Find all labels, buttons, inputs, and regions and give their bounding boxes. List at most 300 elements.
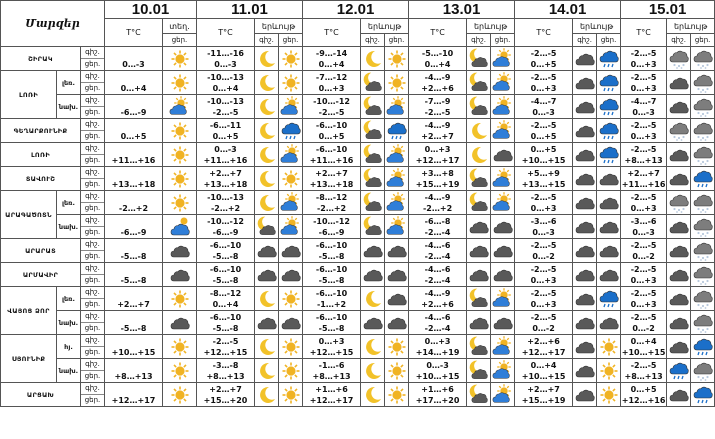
moon-icon [255, 73, 278, 93]
region-name: ԱՐՄԱՎԻՐ [1, 263, 81, 287]
snow-cloud-icon [667, 121, 690, 141]
night-temperature [105, 144, 162, 155]
night-label: գիշ. [81, 143, 104, 155]
night-temperature: -10…-12 [313, 96, 350, 106]
night-label: գիշ. [81, 119, 104, 131]
weather-cell [163, 335, 197, 359]
temperature-cell [303, 287, 361, 311]
weather-cell [667, 119, 691, 143]
night-temperature: -6…-10 [315, 312, 348, 322]
weather-cell [573, 263, 597, 287]
day-temperature: +15…+20 [203, 395, 248, 405]
day-temperature: +12…+16 [621, 395, 666, 405]
night-temperature: +2…+7 [209, 168, 242, 178]
day-temperature: +13…+18 [203, 179, 248, 189]
night-temperature: 0…+3 [424, 144, 451, 154]
region-name: ՏԱՎՈՒՇ [1, 167, 81, 191]
weather-cell [385, 119, 409, 143]
weather-cell [667, 167, 691, 191]
night-label: գիշ. [81, 95, 104, 107]
period-labels [81, 143, 105, 167]
night-subheader: գիշ. [467, 34, 491, 47]
temperature-cell [197, 119, 255, 143]
sun-icon [279, 337, 302, 357]
partly-cloudy-night-icon [361, 217, 384, 237]
night-temperature: 0…+3 [318, 336, 345, 346]
temp-header: T°C [409, 19, 467, 47]
weather-cell [163, 287, 197, 311]
night-temperature: 0…+5 [630, 384, 657, 394]
cloud-icon [163, 313, 196, 333]
weather-cell [597, 311, 621, 335]
day-label: ցեր. [84, 228, 101, 236]
moon-icon [255, 361, 278, 381]
period-labels [81, 287, 105, 311]
weather-cell [279, 263, 303, 287]
night-subheader: գիշ. [361, 34, 385, 47]
night-temperature [105, 168, 162, 179]
temperature-cell [197, 359, 255, 383]
cloud-icon [255, 265, 278, 285]
temperature-cell [197, 167, 255, 191]
day-temperature: 0…-3 [532, 107, 555, 117]
night-temperature: +2…+7 [209, 384, 242, 394]
moon-icon [361, 361, 384, 381]
weather-cell [491, 95, 515, 119]
day-temperature: 0…+4 [120, 83, 147, 93]
weather-cell [467, 71, 491, 95]
night-temperature: -3…-8 [212, 360, 239, 370]
moon-icon [361, 337, 384, 357]
weather-cell [163, 119, 197, 143]
weather-cell [361, 311, 385, 335]
sun-icon [279, 169, 302, 189]
temperature-cell [621, 119, 667, 143]
snow-cloud-icon [691, 73, 714, 93]
day-temperature: -5…-8 [318, 251, 345, 261]
sun-icon [163, 121, 196, 141]
weather-cell [667, 191, 691, 215]
weather-cell [279, 167, 303, 191]
temperature-cell [303, 359, 361, 383]
weather-cell [255, 143, 279, 167]
temp-header: T°C [303, 19, 361, 47]
night-temperature: -2…-5 [212, 336, 239, 346]
night-temperature: -6…-8 [424, 216, 451, 226]
weather-cell [361, 359, 385, 383]
weather-cell [573, 167, 597, 191]
night-temperature: +2…+6 [527, 336, 560, 346]
weather-cell [255, 335, 279, 359]
weather-cell [255, 359, 279, 383]
temperature-cell [409, 71, 467, 95]
weather-cell [667, 311, 691, 335]
weather-cell [491, 335, 515, 359]
temperature-cell [515, 287, 573, 311]
subregion-name: լեռ. [57, 71, 81, 95]
weather-cell [597, 47, 621, 71]
temperature-cell [303, 119, 361, 143]
temperature-cell [409, 311, 467, 335]
temperature-cell [105, 191, 163, 215]
weather-cell [597, 191, 621, 215]
temperature-cell [197, 383, 255, 407]
temperature-cell [515, 383, 573, 407]
night-temperature: -9…-14 [315, 48, 348, 58]
date-header: 11.01 [197, 1, 303, 19]
night-temperature: -2…-5 [630, 312, 657, 322]
moon-icon [255, 49, 278, 69]
day-temperature: 0…+3 [530, 299, 557, 309]
partly-cloudy-night-icon [255, 217, 278, 237]
cloud-icon [385, 241, 408, 261]
day-temperature: +2…+6 [421, 299, 454, 309]
date-header: 14.01 [515, 1, 621, 19]
day-subheader: ցեր. [691, 34, 715, 47]
night-temperature: +2…+7 [315, 168, 348, 178]
day-temperature: -6…-9 [318, 227, 345, 237]
night-temperature: -4…-9 [424, 288, 451, 298]
day-temperature: -2…+2 [118, 203, 149, 213]
day-temperature: -2…+2 [316, 203, 347, 213]
sun-icon [163, 145, 196, 165]
weather-cell [255, 47, 279, 71]
day-temperature: +11…+16 [111, 155, 156, 165]
sun-icon [163, 361, 196, 381]
night-temperature: 0…+5 [530, 144, 557, 154]
night-temperature: -2…-5 [630, 144, 657, 154]
day-temperature: -5…-8 [318, 275, 345, 285]
day-temperature: 0…-3 [632, 227, 655, 237]
region-row [1, 335, 715, 359]
night-label: գիշ. [81, 47, 104, 59]
date-header: 15.01 [621, 1, 715, 19]
night-temperature: -10…-13 [207, 192, 244, 202]
day-temperature: -2…+2 [422, 203, 453, 213]
temperature-cell [303, 335, 361, 359]
day-subheader: ցեր. [163, 34, 197, 47]
weather-cell [491, 47, 515, 71]
day-label: ցեր. [84, 84, 101, 92]
weather-cell [597, 71, 621, 95]
weather-cell [385, 239, 409, 263]
night-temperature: -4…-9 [424, 72, 451, 82]
partly-cloudy-night-icon [361, 97, 384, 117]
day-temperature: 0…+3 [630, 131, 657, 141]
sun-icon [163, 73, 196, 93]
partly-cloudy-day-icon [491, 169, 514, 189]
day-temperature: +12…+15 [203, 347, 248, 357]
night-temperature: -6…-10 [315, 288, 348, 298]
weather-cell [279, 47, 303, 71]
temperature-cell [409, 191, 467, 215]
temperature-cell [621, 143, 667, 167]
region-row [1, 263, 715, 287]
weather-cell [667, 239, 691, 263]
day-temperature: +12…+17 [521, 347, 566, 357]
day-temperature: 0…-2 [532, 251, 555, 261]
region-row [1, 167, 715, 191]
day-temperature: 0…+3 [630, 275, 657, 285]
rain-cloud-icon [667, 361, 690, 381]
night-temperature [105, 120, 162, 131]
snow-cloud-icon [667, 193, 690, 213]
sun-icon [385, 361, 408, 381]
snow-cloud-icon [667, 49, 690, 69]
region-row [1, 311, 715, 335]
night-temperature: -6…-10 [315, 120, 348, 130]
night-temperature: -8…-12 [209, 288, 242, 298]
weather-cell [691, 215, 715, 239]
night-temperature: -4…-9 [424, 120, 451, 130]
weather-cell [491, 143, 515, 167]
temperature-cell [303, 239, 361, 263]
night-temperature: -6…-10 [209, 264, 242, 274]
day-temperature: +11…+16 [203, 155, 248, 165]
weather-cell [361, 143, 385, 167]
snow-cloud-icon [691, 97, 714, 117]
weather-cell [573, 311, 597, 335]
region-row [1, 47, 715, 71]
cloud-icon [667, 385, 690, 405]
night-temperature: -7…-9 [424, 96, 451, 106]
moon-icon [255, 289, 278, 309]
snow-cloud-icon [691, 265, 714, 285]
night-temperature: -8…-12 [315, 192, 348, 202]
cloud-icon [573, 121, 596, 141]
partly-cloudy-night-icon [467, 73, 490, 93]
temperature-cell [409, 287, 467, 311]
sun-icon [385, 49, 408, 69]
night-temperature: -2…-5 [530, 264, 557, 274]
weather-cell [597, 383, 621, 407]
partly-cloudy-day-icon [279, 97, 302, 117]
day-temperature: 0…-2 [632, 251, 655, 261]
day-temperature: 0…+5 [530, 59, 557, 69]
day-temperature: -5…-8 [212, 251, 239, 261]
day-temperature: -5…-8 [120, 323, 147, 333]
weather-cell [573, 191, 597, 215]
day-label: ցեր. [84, 348, 101, 356]
weather-cell [467, 95, 491, 119]
rain-cloud-icon [597, 49, 620, 69]
temperature-cell [197, 287, 255, 311]
weather-cell [163, 143, 197, 167]
night-temperature [105, 72, 162, 83]
partly-cloudy-day-icon [491, 337, 514, 357]
night-label: գիշ. [81, 71, 104, 83]
cloud-icon [597, 169, 620, 189]
weather-cell [361, 95, 385, 119]
weather-cell [573, 359, 597, 383]
partly-cloudy-night-icon [467, 97, 490, 117]
region-name: ՍՅՈՒՆԻՔ [1, 335, 57, 383]
day-temperature: -2…-4 [424, 323, 451, 333]
snow-cloud-icon [691, 193, 714, 213]
moon-icon [467, 121, 490, 141]
temp-header: T°C [515, 19, 573, 47]
cloud-icon [667, 337, 690, 357]
partly-cloudy-night-icon [467, 169, 490, 189]
temperature-cell [515, 119, 573, 143]
night-temperature: -2…-5 [630, 120, 657, 130]
temperature-cell [105, 239, 163, 263]
day-temperature: +17…+20 [415, 395, 460, 405]
day-label: ցեր. [84, 156, 101, 164]
weather-cell [691, 335, 715, 359]
cloud-icon [385, 289, 408, 309]
night-temperature: -10…-13 [207, 96, 244, 106]
day-temperature: 0…+3 [630, 83, 657, 93]
cloud-icon [573, 337, 596, 357]
night-temperature: -4…-6 [424, 240, 451, 250]
day-temperature: -2…-5 [318, 107, 345, 117]
day-temperature: +13…+18 [309, 179, 354, 189]
night-temperature: -2…-5 [530, 192, 557, 202]
cloud-icon [597, 313, 620, 333]
weather-cell [279, 383, 303, 407]
weather-cell [385, 143, 409, 167]
weather-cell [279, 287, 303, 311]
temperature-cell [105, 71, 163, 95]
temperature-cell [105, 215, 163, 239]
night-temperature [105, 240, 162, 251]
temperature-cell [515, 263, 573, 287]
day-temperature: 0…-2 [632, 323, 655, 333]
weather-cell [691, 239, 715, 263]
sun-icon [385, 385, 408, 405]
weather-cell [667, 47, 691, 71]
weather-cell [385, 215, 409, 239]
night-temperature: 0…-3 [214, 144, 237, 154]
night-temperature: -2…-5 [630, 240, 657, 250]
weather-cell [491, 239, 515, 263]
cloud-icon [467, 313, 490, 333]
night-temperature [105, 312, 162, 323]
cloud-icon [573, 265, 596, 285]
weather-cell [573, 287, 597, 311]
night-subheader: գիշ. [667, 34, 691, 47]
temperature-cell [105, 311, 163, 335]
cloud-icon [573, 385, 596, 405]
region-name: ԳԵՂԱՐՔՈՒՆԻՔ [1, 119, 81, 143]
weather-cell [385, 311, 409, 335]
rain-cloud-icon [691, 385, 714, 405]
day-temperature: 0…+3 [530, 275, 557, 285]
sun-icon [279, 361, 302, 381]
cloud-icon [491, 313, 514, 333]
weather-cell [385, 383, 409, 407]
partly-cloudy-night-icon [467, 49, 490, 69]
partly-cloudy-day-icon [491, 361, 514, 381]
cloud-icon [279, 313, 302, 333]
weather-cell [597, 263, 621, 287]
rain-cloud-icon [691, 337, 714, 357]
weather-cell [163, 311, 197, 335]
day-temperature: -2…-4 [424, 275, 451, 285]
sun-icon [385, 73, 408, 93]
cloud-icon [467, 241, 490, 261]
temperature-cell [409, 263, 467, 287]
cloud-icon [255, 241, 278, 261]
day-temperature: 0…+3 [630, 59, 657, 69]
night-temperature: 0…+4 [630, 336, 657, 346]
day-temperature: 0…+3 [530, 83, 557, 93]
day-label: ցեր. [84, 276, 101, 284]
sun-icon [597, 337, 620, 357]
period-labels [81, 383, 105, 407]
cloud-icon [667, 217, 690, 237]
snow-cloud-icon [691, 289, 714, 309]
night-temperature: +2…+7 [627, 168, 660, 178]
cloud-icon [573, 289, 596, 309]
weather-cell [163, 383, 197, 407]
night-temperature: -2…-5 [630, 192, 657, 202]
weather-cell [667, 383, 691, 407]
cloud-icon [361, 265, 384, 285]
partly-cloudy-day-icon [385, 97, 408, 117]
cloud-icon [573, 97, 596, 117]
weather-cell [491, 311, 515, 335]
day-temperature: +12…+17 [309, 395, 354, 405]
night-temperature [105, 96, 162, 107]
day-label: ցեր. [84, 60, 101, 68]
night-temperature: -5…-10 [421, 48, 454, 58]
day-temperature: 0…-3 [122, 59, 145, 69]
weather-cell [467, 287, 491, 311]
temperature-cell [515, 239, 573, 263]
temperature-cell [197, 311, 255, 335]
weather-cell [361, 119, 385, 143]
precip-header: տեղ. [163, 19, 197, 34]
temperature-cell [303, 167, 361, 191]
weather-cell [467, 383, 491, 407]
day-temperature: 0…-2 [532, 323, 555, 333]
moon-icon [255, 193, 278, 213]
day-label: ցեր. [84, 108, 101, 116]
weather-cell [597, 359, 621, 383]
weather-cell [491, 71, 515, 95]
weather-cell [691, 95, 715, 119]
region-name: ԱՐՑԱԽ [1, 383, 81, 407]
temperature-cell [409, 167, 467, 191]
weather-cell [467, 215, 491, 239]
day-temperature: +8…+13 [624, 371, 663, 381]
night-label: գիշ. [81, 311, 104, 323]
day-label: ցեր. [84, 252, 101, 260]
temperature-cell [303, 143, 361, 167]
night-temperature: -1…-6 [318, 360, 345, 370]
cloud-icon [667, 265, 690, 285]
night-temperature: +5…+9 [527, 168, 560, 178]
sun-icon [163, 49, 196, 69]
cloud-icon [491, 145, 514, 165]
partly-cloudy-night-icon [467, 337, 490, 357]
day-temperature: +15…+19 [415, 179, 460, 189]
regions-header: Մարզեր [1, 1, 105, 47]
weather-cell [385, 335, 409, 359]
weather-cell [255, 263, 279, 287]
weather-cell [279, 191, 303, 215]
subregion-name: հյ. [57, 335, 81, 359]
cloud-icon [491, 217, 514, 237]
night-temperature: -3…-6 [530, 216, 557, 226]
day-temperature: 0…+3 [630, 203, 657, 213]
partly-cloudy-night-icon [467, 385, 490, 405]
day-temperature: -5…-8 [212, 323, 239, 333]
weather-cell [255, 119, 279, 143]
partly-cloudy-night-icon [361, 73, 384, 93]
